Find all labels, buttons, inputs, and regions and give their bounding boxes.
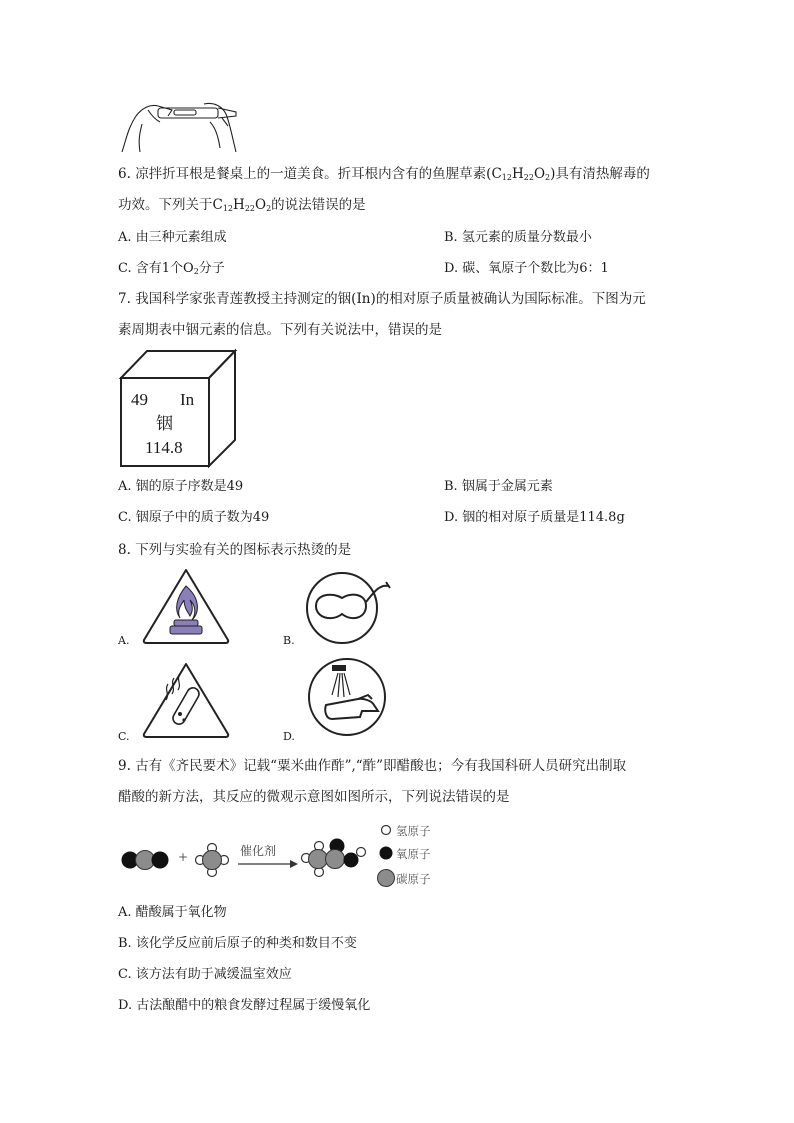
element-atomic-number: 49 (131, 390, 148, 409)
q8-label-d[interactable]: D. (283, 730, 295, 743)
q6-stem-line1: 6. 凉拌折耳根是餐桌上的一道美食。折耳根内含有的鱼腥草素$(C_{12}H_{22}O_2)$具有清热解毒的 (118, 166, 650, 182)
legend (378, 826, 395, 887)
q7-option-b[interactable]: B. 铟属于金属元素 (444, 479, 553, 494)
q9-option-b[interactable]: B. 该化学反应前后原子的种类和数目不变 (118, 936, 357, 951)
q7-stem-line1: 7. 我国科学家张青莲教授主持测定的铟(In)的相对原子质量被确认为国际标准。下图为元 (118, 291, 646, 307)
q7-option-d[interactable]: D. 铟的相对原子质量是114.8g (444, 510, 625, 525)
q9-option-c[interactable]: C. 该方法有助于减缓温室效应 (118, 967, 292, 982)
q8-label-a[interactable]: A. (118, 634, 130, 647)
element-atomic-mass: 114.8 (145, 438, 183, 457)
element-name: 铟 (156, 414, 173, 434)
q6-stem-line2: 功效。下列关于$C_{12}H_{22}O_2$的说法错误的是 (118, 197, 366, 213)
q6-option-a[interactable]: A. 由三种元素组成 (118, 230, 227, 245)
legend-hydrogen: 氢原子 (396, 824, 431, 838)
q9-option-d[interactable]: D. 古法酿醋中的粮食发酵过程属于缓慢氧化 (118, 998, 371, 1013)
hand-wash-icon (302, 655, 392, 739)
test-tube-hands-illustration (118, 96, 246, 154)
legend-carbon: 碳原子 (396, 872, 431, 886)
q7-option-c[interactable]: C. 铟原子中的质子数为49 (118, 510, 270, 525)
co2-molecule (122, 851, 168, 870)
element-symbol: In (180, 390, 195, 409)
q7-option-a[interactable]: A. 铟的原子序数是49 (118, 479, 244, 494)
goggles-icon (302, 570, 392, 646)
catalyst-label: 催化剂 (240, 844, 277, 858)
legend-oxygen: 氧原子 (396, 847, 431, 861)
q8-stem: 8. 下列与实验有关的图标表示热烫的是 (118, 542, 352, 558)
acetic-acid-molecule (302, 839, 366, 877)
q9-stem-line1: 9. 古有《齐民要术》记载“粟米曲作酢”,“酢”即醋酸也；今有我国科研人员研究出制取 (118, 758, 627, 774)
flame-burner-icon (140, 566, 232, 646)
q9-option-a[interactable]: A. 醋酸属于氧化物 (118, 905, 227, 920)
q6-option-d[interactable]: D. 碳、氧原子个数比为6：1 (444, 261, 609, 276)
q6-option-b[interactable]: B. 氢元素的质量分数最小 (444, 230, 592, 245)
plus-sign: + (178, 850, 189, 864)
q7-stem-line2: 素周期表中铟元素的信息。下列有关说法中，错误的是 (118, 322, 442, 338)
hot-test-tube-icon (140, 660, 232, 740)
q8-label-b[interactable]: B. (283, 634, 295, 647)
q6-option-c[interactable]: C. 含有1个$O_2$分子 (118, 261, 225, 276)
q9-stem-line2: 醋酸的新方法，其反应的微观示意图如图所示，下列说法错误的是 (118, 789, 510, 805)
q8-label-c[interactable]: C. (118, 730, 130, 743)
ch4-molecule (196, 844, 229, 877)
